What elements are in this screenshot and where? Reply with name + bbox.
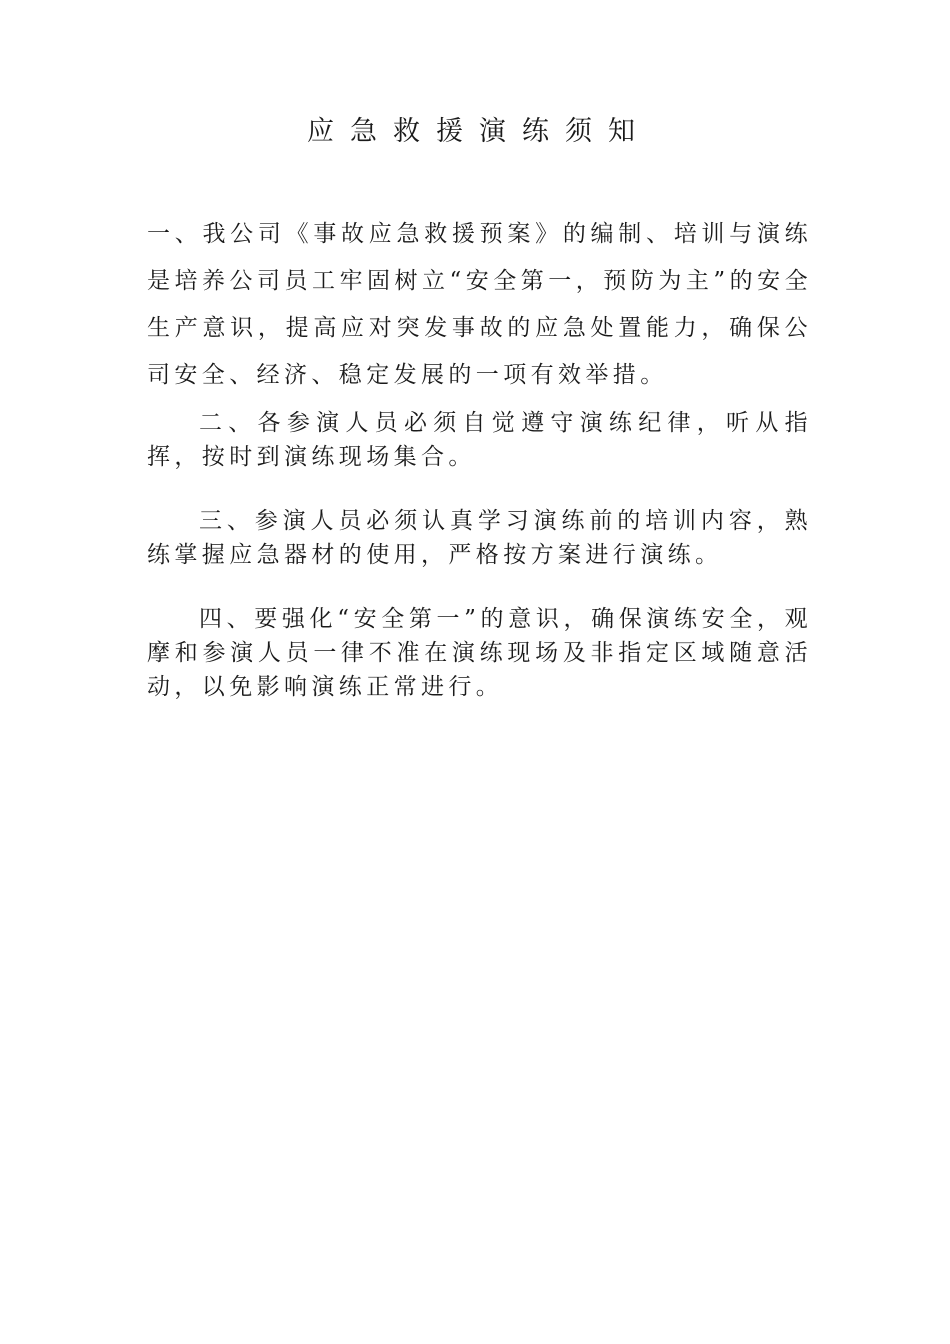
paragraph-2: 二、各参演人员必须自觉遵守演练纪律，听从指挥，按时到演练现场集合。 — [147, 410, 812, 470]
document-body — [147, 211, 812, 734]
paragraph-3: 三、参演人员必须认真学习演练前的培训内容，熟练掌握应急器材的使用，严格按方案进行演练。 — [147, 508, 812, 568]
paragraph-1: 一、我公司《事故应急救援预案》的编制、培训与演练是培养公司员工牢固树立“安全第一，预防为主”的安全生产意识，提高应对突发事故的应急处置能力，确保公司安全、经济、稳定发展的一项有效举措。 — [147, 221, 812, 388]
paragraph-4: 四、要强化“安全第一”的意识，确保演练安全，观摩和参演人员一律不准在演练现场及非指定区域随意活动，以免影响演练正常进行。 — [147, 606, 812, 700]
document-title: 应急救援演练须知 — [307, 116, 651, 147]
